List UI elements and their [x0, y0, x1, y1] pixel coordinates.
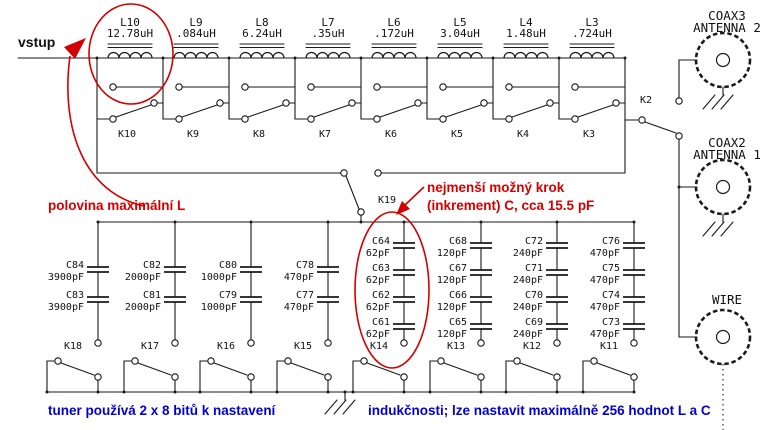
junction-dot: [624, 57, 627, 60]
relay-label: K9: [186, 129, 200, 140]
capacitor-value: 1000pF: [200, 272, 237, 283]
relay-label: K4: [516, 129, 530, 140]
capacitor-name: C83: [65, 290, 84, 301]
contact-circle: [374, 116, 380, 122]
capacitor-value: 470pF: [283, 302, 314, 313]
contact-circle: [440, 84, 446, 90]
contact-circle: [358, 209, 364, 215]
contact-circle: [401, 374, 407, 380]
junction-dot: [403, 391, 406, 394]
capacitor-name: C65: [448, 317, 467, 328]
junction-dot: [582, 391, 585, 394]
contact-circle: [95, 374, 101, 380]
junction-dot: [558, 57, 561, 60]
contact-circle: [572, 84, 578, 90]
capacitor-name: C78: [295, 260, 314, 271]
contact-circle: [176, 84, 182, 90]
junction-dot: [276, 391, 279, 394]
inductor-name: L3: [585, 16, 599, 29]
junction-dot: [228, 57, 231, 60]
capacitor-value: 470pF: [589, 302, 620, 313]
junction-dot: [492, 57, 495, 60]
capacitor-value: 470pF: [589, 329, 620, 340]
contact-circle: [176, 116, 182, 122]
contact-circle: [506, 84, 512, 90]
contact-circle: [325, 340, 331, 346]
capacitor-value: 3900pF: [47, 302, 84, 313]
capacitor-name: C74: [601, 290, 620, 301]
inductor-value: .35uH: [311, 27, 345, 40]
capacitor-name: C66: [448, 290, 467, 301]
capacitor-value: 62pF: [365, 302, 390, 313]
junction-dot: [174, 391, 177, 394]
junction-dot: [556, 391, 559, 394]
annotation-bits-right: indukčnosti; lze nastavit maximálně 256 hodnot L a C: [368, 403, 711, 418]
contact-circle: [631, 374, 637, 380]
contact-circle: [95, 340, 101, 346]
inductor-name: L6: [387, 16, 401, 29]
contact-circle: [208, 358, 214, 364]
capacitor-name: C73: [601, 317, 620, 328]
contact-circle: [631, 340, 637, 346]
contact-circle: [401, 340, 407, 346]
relay-label: K18: [63, 341, 82, 352]
contact-circle: [506, 116, 512, 122]
junction-dot: [633, 391, 636, 394]
relay-label: K12: [522, 341, 541, 352]
capacitor-name: C75: [601, 263, 620, 274]
junction-dot: [46, 391, 49, 394]
relay-label: K11: [599, 341, 618, 352]
capacitor-value: 470pF: [589, 248, 620, 259]
inductor-value: .084uH: [176, 27, 216, 40]
connector-pin-icon: [717, 54, 730, 67]
junction-dot: [480, 391, 483, 394]
capacitor-name: C70: [524, 290, 543, 301]
capacitor-name: C71: [524, 263, 543, 274]
relay-label: K10: [117, 129, 137, 140]
connector-pin-icon: [717, 331, 730, 344]
connector-sublabel: ANTENNA 1: [693, 147, 761, 162]
junction-dot: [352, 391, 355, 394]
capacitor-name: C84: [65, 260, 84, 271]
contact-circle: [639, 117, 645, 123]
capacitor-name: C69: [524, 317, 543, 328]
contact-circle: [242, 84, 248, 90]
annotation-cap-step-line2: (inkrement) C, cca 15.5 pF: [427, 198, 595, 213]
relay-label: K16: [216, 341, 235, 352]
contact-circle: [478, 374, 484, 380]
inductor-name: L4: [519, 16, 533, 29]
contact-circle: [676, 98, 682, 104]
contact-circle: [514, 358, 520, 364]
junction-dot: [162, 57, 165, 60]
contact-circle: [341, 170, 347, 176]
contact-circle: [374, 84, 380, 90]
relay-label: K2: [640, 95, 653, 106]
connector-sublabel: ANTENNA 2: [693, 20, 761, 35]
relay-label: K17: [140, 341, 159, 352]
inductor-value: 6.24uH: [242, 27, 282, 40]
relay-label: K5: [450, 129, 464, 140]
contact-circle: [55, 358, 61, 364]
connector-pin-icon: [717, 181, 730, 194]
contact-circle: [613, 100, 619, 106]
contact-circle: [308, 116, 314, 122]
connector-label: COAX2: [708, 135, 746, 150]
junction-dot: [294, 57, 297, 60]
capacitor-value: 62pF: [365, 329, 390, 340]
capacitor-value: 62pF: [365, 248, 390, 259]
capacitor-value: 120pF: [436, 275, 467, 286]
capacitor-name: C62: [371, 290, 390, 301]
contact-circle: [440, 116, 446, 122]
contact-circle: [283, 100, 289, 106]
capacitor-name: C82: [142, 260, 161, 271]
contact-circle: [547, 100, 553, 106]
relay-label: K6: [384, 129, 398, 140]
contact-circle: [110, 116, 116, 122]
junction-dot: [123, 391, 126, 394]
capacitor-value: 470pF: [589, 275, 620, 286]
contact-circle: [572, 116, 578, 122]
relay-label: K15: [293, 341, 312, 352]
capacitor-value: 240pF: [512, 248, 543, 259]
relay-label: K19: [378, 195, 397, 206]
junction-dot: [96, 57, 99, 60]
contact-circle: [481, 100, 487, 106]
contact-circle: [478, 340, 484, 346]
inductor-value: 1.48uH: [506, 27, 546, 40]
capacitor-value: 470pF: [283, 272, 314, 283]
inductor-value: 12.78uH: [106, 27, 154, 40]
capacitor-value: 120pF: [436, 329, 467, 340]
contact-circle: [676, 133, 682, 139]
capacitor-name: C67: [448, 263, 467, 274]
contact-circle: [248, 340, 254, 346]
connector-label: COAX3: [708, 8, 746, 23]
contact-circle: [308, 84, 314, 90]
contact-circle: [325, 374, 331, 380]
capacitor-name: C72: [524, 236, 543, 247]
junction-dot: [327, 391, 330, 394]
contact-circle: [151, 100, 157, 106]
capacitor-value: 3900pF: [47, 272, 84, 283]
contact-circle: [591, 358, 597, 364]
junction-dot: [426, 57, 429, 60]
junction-dot: [250, 391, 253, 394]
capacitor-value: 120pF: [436, 248, 467, 259]
capacitor-name: C79: [218, 290, 237, 301]
contact-circle: [110, 84, 116, 90]
annotation-half-max-L: polovina maximální L: [48, 198, 186, 213]
junction-dot: [429, 391, 432, 394]
contact-circle: [217, 100, 223, 106]
annotation-cap-step-line1: nejmenší možný krok: [427, 180, 565, 195]
contact-circle: [554, 340, 560, 346]
contact-circle: [349, 100, 355, 106]
contact-circle: [285, 358, 291, 364]
contact-circle: [361, 358, 367, 364]
inductor-name: L7: [321, 16, 335, 29]
junction-dot: [344, 391, 347, 394]
capacitor-value: 62pF: [365, 275, 390, 286]
capacitor-name: C68: [448, 236, 467, 247]
capacitor-name: C64: [371, 236, 390, 247]
inductor-name: L9: [189, 16, 203, 29]
contact-circle: [132, 358, 138, 364]
capacitor-name: C63: [371, 263, 390, 274]
capacitor-value: 240pF: [512, 329, 543, 340]
capacitor-value: 2000pF: [124, 272, 161, 283]
capacitor-value: 120pF: [436, 302, 467, 313]
annotation-bits-left: tuner používá 2 x 8 bitů k nastavení: [48, 403, 276, 418]
relay-label: K7: [318, 129, 332, 140]
contact-circle: [415, 100, 421, 106]
relay-label: K13: [446, 341, 465, 352]
capacitor-value: 1000pF: [200, 302, 237, 313]
contact-circle: [172, 340, 178, 346]
capacitor-value: 240pF: [512, 275, 543, 286]
capacitor-value: 2000pF: [124, 302, 161, 313]
inductor-name: L10: [120, 16, 140, 29]
contact-circle: [248, 374, 254, 380]
capacitor-name: C81: [142, 290, 161, 301]
inductor-name: L5: [453, 16, 467, 29]
capacitor-name: C80: [218, 260, 237, 271]
junction-dot: [97, 391, 100, 394]
relay-label: K3: [582, 129, 596, 140]
inductor-name: L8: [255, 16, 269, 29]
contact-circle: [172, 374, 178, 380]
capacitor-name: C77: [295, 290, 314, 301]
junction-dot: [360, 57, 363, 60]
capacitor-name: C76: [601, 236, 620, 247]
connector-label: WIRE: [711, 292, 743, 307]
contact-circle: [438, 358, 444, 364]
relay-label: K8: [252, 129, 266, 140]
contact-circle: [242, 116, 248, 122]
inductor-value: .724uH: [572, 27, 612, 40]
inductor-value: 3.04uH: [440, 27, 480, 40]
junction-dot: [199, 391, 202, 394]
capacitor-value: 240pF: [512, 302, 543, 313]
junction-dot: [505, 391, 508, 394]
relay-label: K14: [369, 341, 388, 352]
inductor-value: .172uH: [374, 27, 414, 40]
input-label: vstup: [18, 34, 56, 50]
contact-circle: [375, 170, 381, 176]
contact-circle: [554, 374, 560, 380]
capacitor-name: C61: [371, 317, 390, 328]
